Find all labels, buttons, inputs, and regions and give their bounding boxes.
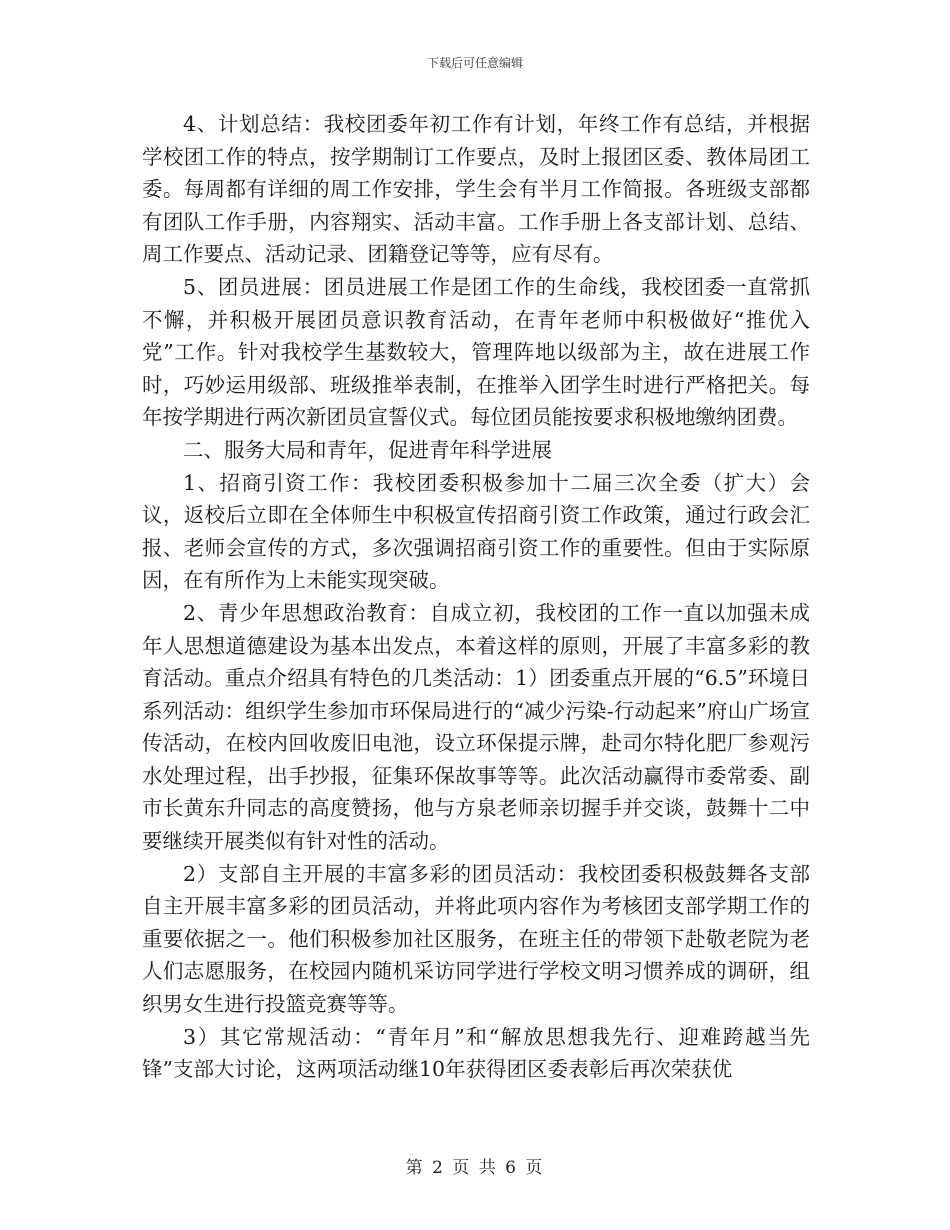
- document-body: [142, 108, 810, 1086]
- paragraph-routine-activities: 3）其它常规活动：“青年月”和“解放思想我先行、迎难跨越当先锋”支部大讨论，这两项活动继10年获得团区委表彰后再次荣获优: [142, 1024, 810, 1082]
- paragraph-political-education: 2、青少年思想政治教育：自成立初，我校团的工作一直以加强未成年人思想道德建设为基本出发点，本着这样的原则，开展了丰富多彩的教育活动。重点介绍具有特色的几类活动：1）团委重点开展的“6.5”环境日系列活动：组织学生参加市环保局进行的“减少污染-行动起来”府山广场宣传活动，在校内回收废旧电池，设立环保提示牌，赴司尔特化肥厂参观污水处理过程，出手抄报，征集环保故事等等。此次活动赢得市委常委、副市长黄东升同志的高度赞扬，他与方泉老师亲切握手并交谈，鼓舞十二中要继续开展类似有针对性的活动。: [142, 600, 810, 854]
- header-note: 下载后可任意编辑: [426, 56, 523, 70]
- paragraph-investment-work: 1、招商引资工作：我校团委积极参加十二届三次全委（扩大）会议，返校后立即在全体师生中积极宣传招商引资工作政策，通过行政会汇报、老师会宣传的方式，多次强调招商引资工作的重要性。但由于实际原因，在有所作为上未能实现突破。: [142, 470, 810, 593]
- section-heading-service: 二、服务大局和青年，促进青年科学进展: [183, 437, 552, 462]
- page-number-footer: 第 2 页 共 6 页: [405, 1158, 545, 1178]
- paragraph-member-development: 5、团员进展：团员进展工作是团工作的生命线，我校团委一直常抓不懈，并积极开展团员意识教育活动，在青年老师中积极做好“推优入党”工作。针对我校学生基数较大，管理阵地以级部为主，故在进展工作时，巧妙运用级部、班级推举表制，在推举入团学生时进行严格把关。每年按学期进行两次新团员宣誓仪式。每位团员能按要求积极地缴纳团费。: [142, 274, 810, 430]
- paragraph-branch-activities: 2）支部自主开展的丰富多彩的团员活动：我校团委积极鼓舞各支部自主开展丰富多彩的团员活动，并将此项内容作为考核团支部学期工作的重要依据之一。他们积极参加社区服务，在班主任的带领下赴敬老院为老人们志愿服务，在校园内随机采访同学进行学校文明习惯养成的调研，组织男女生进行投篮竞赛等等。: [142, 861, 810, 1017]
- paragraph-plan-summary: 4、计划总结：我校团委年初工作有计划，年终工作有总结，并根据学校团工作的特点，按学期制订工作要点，及时上报团区委、教体局团工委。每周都有详细的周工作安排，学生会有半月工作简报。各班级支部都有团队工作手册，内容翔实、活动丰富。工作手册上各支部计划、总结、周工作要点、活动记录、团籍登记等等，应有尽有。: [142, 112, 810, 267]
